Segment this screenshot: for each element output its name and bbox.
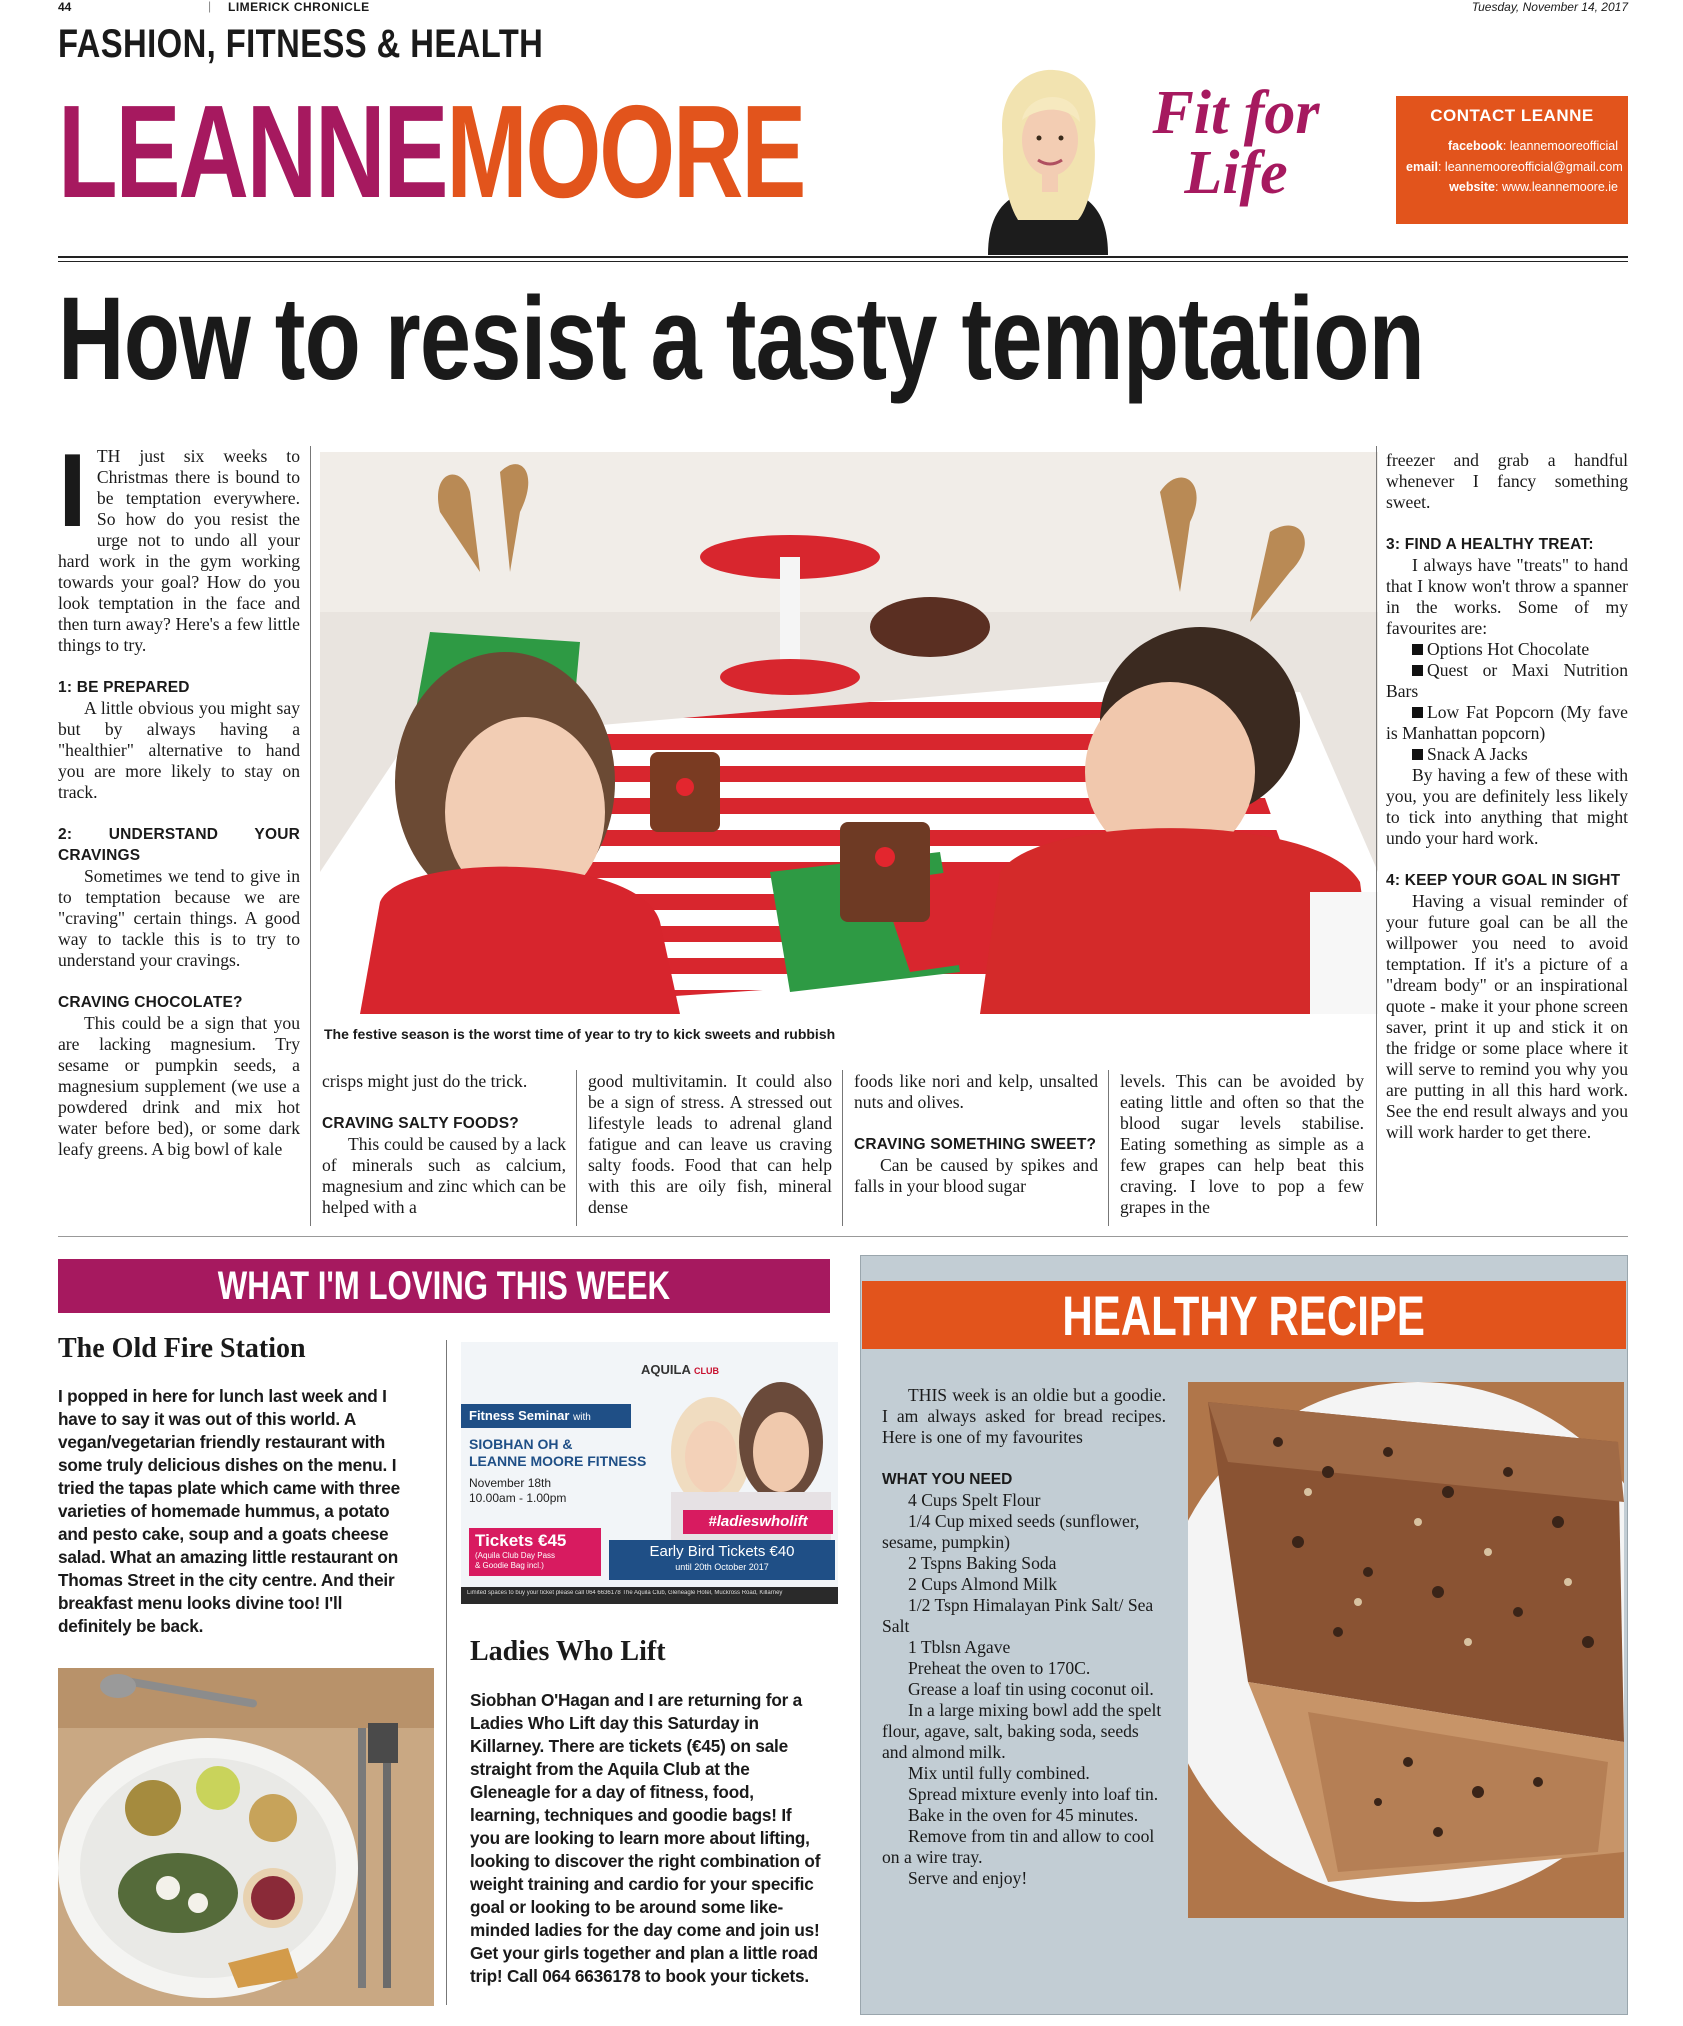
article-column-3 <box>588 1071 832 1218</box>
paragraph-continued: crisps might just do the trick. <box>322 1071 528 1091</box>
recipe-step: Preheat the oven to 170C. <box>908 1658 1091 1678</box>
recipe-banner: HEALTHY RECIPE <box>862 1281 1626 1349</box>
bullet-icon <box>1412 665 1423 676</box>
column-divider <box>310 446 311 1226</box>
article-column-5 <box>1120 1071 1364 1218</box>
column-divider <box>446 1340 447 2005</box>
recipe-step: In a large mixing bowl add the spelt flour, agave, salt, baking soda, seeds and almond milk. <box>882 1700 1162 1762</box>
paragraph: By having a few of these with you, you are definitely less likely to tick into anything that might undo your hard work. <box>1386 765 1628 848</box>
paragraph-continued: levels. This can be avoided by eating little and often so that the blood sugar levels stabilise. Eating something as simple as a few grapes can help beat this craving. I love to pop a few grapes in the <box>1120 1071 1364 1217</box>
column-divider <box>842 1070 843 1226</box>
treat-item: Quest or Maxi Nutrition Bars <box>1386 660 1628 701</box>
recipe-text <box>882 1385 1166 1889</box>
article-column-6 <box>1386 450 1628 1143</box>
paragraph: Can be caused by spikes and falls in your blood sugar <box>854 1155 1098 1196</box>
paragraph-continued: foods like nori and kelp, unsalted nuts and olives. <box>854 1071 1098 1112</box>
paragraph-continued: good multivitamin. It could also be a sign of stress. A stressed out lifestyle leads to adrenal gland fatigue and can leave us craving salty foods. Food that can help with this are oily fish, mineral dense <box>588 1071 832 1217</box>
contact-facebook: facebook: leannemooreofficial <box>1447 139 1618 153</box>
fire-station-title: The Old Fire Station <box>58 1333 306 1364</box>
subhead-chocolate: CRAVING CHOCOLATE? <box>58 994 243 1011</box>
bullet-icon <box>1412 749 1423 760</box>
drop-cap: I <box>58 433 87 549</box>
recipe-intro: THIS week is an oldie but a goodie. I am always asked for bread recipes. Here is one of my favourites <box>882 1385 1166 1447</box>
contact-heading: CONTACT LEANNE <box>1430 106 1594 125</box>
paragraph: Having a visual reminder of your future goal can be all the willpower you need to avoid temptation. If it's a picture of a "dream body" or an inspirational quote - make it your phone screen saver, print it up and stick it on the fridge or some place where it will serve to remind you why you are putting in all this hard work. See the end result always and you will work harder to get there. <box>1386 891 1628 1142</box>
ingredient: 4 Cups Spelt Flour <box>908 1490 1041 1510</box>
bread-loaf-photo <box>1188 1382 1624 1918</box>
paragraph: A little obvious you might say but by always having a "healthier" alternative to hand you are more likely to stay on track. <box>58 698 300 802</box>
intro-paragraph: ITH just six weeks to Christmas there is bound to be temptation everywhere. So how do you resist the urge not to undo all your hard work in the gym working towards your goal? How do you look temptation in the face and then turn away? Here's a few little things to try. <box>58 433 300 655</box>
column-divider <box>576 1070 577 1226</box>
paragraph: Sometimes we tend to give in to temptation because we are "craving" certain things. A good way to tackle this is to try to understand your cravings. <box>58 866 300 970</box>
column-divider <box>1108 1070 1109 1226</box>
subhead-cravings: 2: UNDERSTAND YOUR CRAVINGS <box>58 826 300 864</box>
article-headline: How to resist a tasty temptation <box>58 273 1425 405</box>
divider: | <box>208 0 212 13</box>
bullet-icon <box>1412 707 1423 718</box>
recipe-step: Bake in the oven for 45 minutes. <box>908 1805 1139 1825</box>
ingredient: 1/4 Cup mixed seeds (sunflower, sesame, pumpkin) <box>882 1511 1140 1552</box>
article-column-1 <box>58 433 300 1160</box>
issue-date: Tuesday, November 14, 2017 <box>1471 0 1628 14</box>
subhead-be-prepared: 1: BE PREPARED <box>58 679 190 696</box>
name-last: MOORE <box>446 78 805 225</box>
loving-banner: WHAT I'M LOVING THIS WEEK <box>58 1259 830 1313</box>
ingredient: 2 Tspns Baking Soda <box>908 1553 1057 1573</box>
bullet-icon <box>1412 644 1423 655</box>
ingredient: 1/2 Tspn Himalayan Pink Salt/ Sea Salt <box>882 1595 1154 1636</box>
header-rule <box>58 256 1628 258</box>
paragraph: This could be caused by a lack of minerals such as calcium, magnesium and zinc which can be helped with a <box>322 1134 566 1217</box>
ladies-who-lift-body: Siobhan O'Hagan and I are returning for a Ladies Who Lift day this Saturday in Killarney. There are tickets (€45) on sale straight from the Aquila Club at the Gleneagle for a day of fitness, food, learning, techniques and goodie bags! If you are looking to learn more about lifting, looking to discover the right combination of weight training and cardio for your specific goal or looking to be around some like-minded ladies for the day come and join us! Get your girls together and plan a little road trip! Call 064 6636178 to book your tickets. <box>470 1690 821 1986</box>
section-title: FASHION, FITNESS & HEALTH <box>58 22 544 66</box>
column-title <box>1136 79 1336 207</box>
paragraph: I always have "treats" to hand that I know won't throw a spanner in the works. Some of my favourites are: <box>1386 555 1628 638</box>
flyer-footer: Limited spaces to buy your ticket please call 064 6636178 The Aquila Club, Gleneagle Hotel, Muckross Road, Killarney <box>467 1590 783 1596</box>
ingredient: 1 Tblsn Agave <box>908 1637 1011 1657</box>
flyer-names: SIOBHAN OH & LEANNE MOORE FITNESS <box>469 1436 647 1469</box>
restaurant-tapas-photo <box>58 1668 434 2006</box>
flyer-seminar-label: Fitness Seminar with <box>461 1404 631 1428</box>
contact-box <box>1396 96 1628 224</box>
flyer-tickets: Tickets €45 (Aquila Club Day Pass & Goodie Bag incl.) <box>469 1528 601 1576</box>
page-number: 44 <box>58 0 72 14</box>
subhead-sweet: CRAVING SOMETHING SWEET? <box>854 1136 1097 1153</box>
section-rule <box>58 1236 1628 1237</box>
treat-item: Snack A Jacks <box>1386 744 1628 765</box>
ingredient: 2 Cups Almond Milk <box>908 1574 1058 1594</box>
treat-item: Options Hot Chocolate <box>1386 639 1628 660</box>
column-title-line1: Fit for <box>1152 79 1320 147</box>
flyer-date: November 18th 10.00am - 1.00pm <box>469 1476 567 1505</box>
article-column-4 <box>854 1071 1098 1197</box>
ladies-who-lift-title: Ladies Who Lift <box>470 1636 666 1667</box>
ingredients-heading: WHAT YOU NEED <box>882 1471 1013 1488</box>
columnist-name <box>58 78 805 225</box>
flyer-hashtag: #ladieswholift <box>683 1510 833 1534</box>
column-title-line2: Life <box>1184 138 1288 207</box>
subhead-goal: 4: KEEP YOUR GOAL IN SIGHT <box>1386 872 1621 889</box>
seminar-flyer <box>461 1342 838 1604</box>
paragraph-continued: freezer and grab a handful whenever I fancy something sweet. <box>1386 450 1628 512</box>
treat-item: Low Fat Popcorn (My fave is Manhattan popcorn) <box>1386 702 1628 743</box>
paragraph: This could be a sign that you are lacking magnesium. Try sesame or pumpkin seeds, a magnesium supplement (we use a powdered drink and mix hot water before bed), or some dark leafy greens. A big bowl of kale <box>58 1013 300 1159</box>
recipe-step: Serve and enjoy! <box>908 1868 1028 1888</box>
columnist-portrait <box>968 60 1128 255</box>
fire-station-body: I popped in here for lunch last week and I have to say it was out of this world. A vegan/vegetarian friendly restaurant with some truly delicious dishes on the menu. I tried the tapas plate which came with three varieties of homemade hummus, a potato and pesto cake, soup and a goats cheese salad. What an amazing little restaurant on Thomas Street in the city centre. And their breakfast menu looks divine too! I'll definitely be back. <box>58 1386 400 1636</box>
flyer-brand: AQUILA CLUB <box>641 1362 719 1377</box>
subhead-salty: CRAVING SALTY FOODS? <box>322 1115 519 1132</box>
photo-caption: The festive season is the worst time of year to try to kick sweets and rubbish <box>324 1026 836 1042</box>
contact-email: email: leannemooreofficial@gmail.com <box>1406 159 1623 174</box>
subhead-healthy-treat: 3: FIND A HEALTHY TREAT: <box>1386 536 1594 553</box>
column-divider <box>1376 446 1377 1226</box>
contact-website: website: www.leannemoore.ie <box>1449 180 1618 195</box>
header-rule-thin <box>58 261 1628 262</box>
recipe-step: Mix until fully combined. <box>908 1763 1090 1783</box>
recipe-step: Remove from tin and allow to cool on a wire tray. <box>882 1826 1155 1867</box>
flyer-early-bird: Early Bird Tickets €40 until 20th October 2017 <box>609 1540 835 1580</box>
article-column-2 <box>322 1071 566 1218</box>
top-strip <box>58 0 1628 18</box>
article-photo-children <box>320 452 1378 1014</box>
recipe-step: Grease a loaf tin using coconut oil. <box>908 1679 1154 1699</box>
recipe-step: Spread mixture evenly into loaf tin. <box>908 1784 1159 1804</box>
name-first: LEANNE <box>58 78 447 225</box>
publication-name: LIMERICK CHRONICLE <box>228 0 370 14</box>
